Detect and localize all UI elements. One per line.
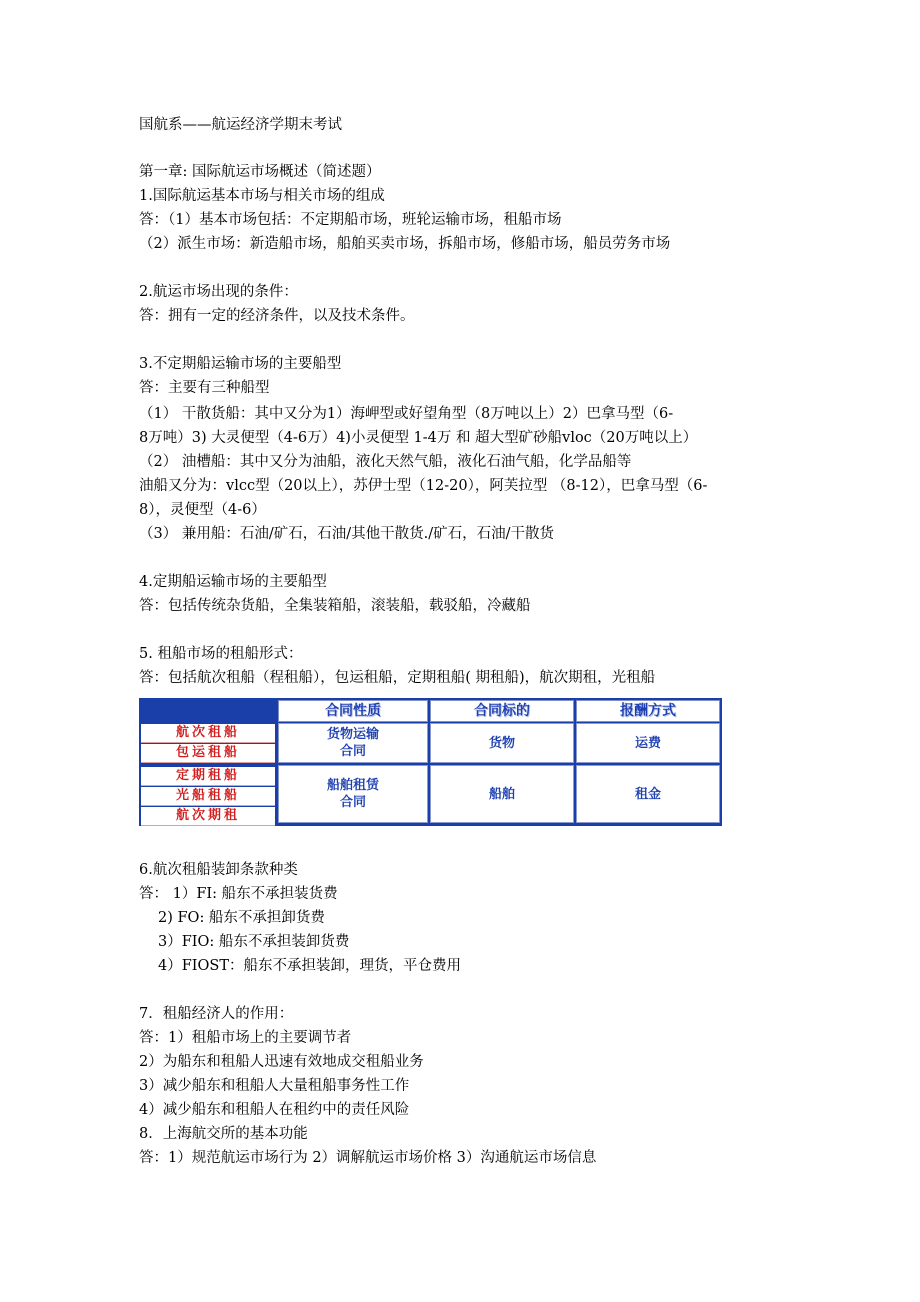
answer-6-item2: 2) FO: 船东不承担卸货费 [158,910,325,926]
table-cell-subject-1: 货物 [430,723,574,763]
question-2: 2.航运市场出现的条件： [139,284,298,300]
cell-text-line: 货物运输 [326,727,379,742]
answer-8: 答：1）规范航运市场行为 2）调解航运市场价格 3）沟通航运市场信息 [139,1150,597,1166]
answer-7-item3: 3）减少船东和租船人大量租船事务性工作 [139,1078,410,1094]
cell-text-line: 船舶租赁 [326,778,379,793]
table-header-subject: 合同标的 [430,700,574,722]
table-row-label: 航次期租 [141,807,275,826]
question-3: 3.不定期船运输市场的主要船型 [139,356,342,372]
table-cell-payment-2: 租金 [576,765,720,823]
table-cell-payment-1: 运费 [576,723,720,763]
answer-3: 答：主要有三种船型 [139,380,270,396]
cell-text-line: 合同 [339,795,366,810]
table-row-label: 光船租船 [141,787,275,806]
answer-6-item4: 4）FIOST：船东不承担装卸，理货，平仓费用 [158,958,462,974]
question-8: 8．上海航交所的基本功能 [139,1126,308,1142]
table-header-nature: 合同性质 [278,700,428,722]
question-7: 7．租船经济人的作用： [139,1006,294,1022]
answer-1b: （2）派生市场：新造船市场，船舶买卖市场，拆船市场，修船市场，船员劳务市场 [139,236,671,252]
answer-3-item1a: （1） 干散货船：其中又分为1）海岬型或好望角型（8万吨以上）2）巴拿马型（6- [139,406,674,422]
answer-6-item1: 答： 1）FI: 船东不承担装货费 [139,886,338,902]
answer-6-item3: 3）FIO: 船东不承担装卸货费 [158,934,350,950]
chapter-heading: 第一章: 国际航运市场概述（简述题） [139,164,381,180]
table-row-label: 定期租船 [141,767,275,786]
answer-2: 答：拥有一定的经济条件，以及技术条件。 [139,308,415,324]
question-5: 5. 租船市场的租船形式： [139,646,303,662]
answer-3-item1b: 8万吨）3) 大灵便型（4-6万）4)小灵便型 1-4万 和 超大型矿砂船vloc（20万吨以上） [139,430,698,446]
answer-7-item2: 2）为船东和租船人迅速有效地成交租船业务 [139,1054,424,1070]
answer-7-item1: 答：1）租船市场上的主要调节者 [139,1030,352,1046]
answer-4: 答：包括传统杂货船，全集装箱船，滚装船，载驳船，冷藏船 [139,598,531,614]
table-cell-subject-2: 船舶 [430,765,574,823]
answer-3-item2a: （2） 油槽船：其中又分为油船，液化天然气船，液化石油气船，化学品船等 [139,454,632,470]
answer-3-item2c: 8），灵便型（4-6） [139,502,266,518]
table-cell-nature-1 [278,723,428,763]
question-1: 1.国际航运基本市场与相关市场的组成 [139,188,385,204]
cell-text-line: 合同 [339,744,366,759]
table-row-label: 包运租船 [141,744,275,763]
answer-3-item3: （3） 兼用船：石油/矿石，石油/其他干散货./矿石，石油/干散货 [139,526,554,542]
charter-comparison-table [139,698,722,826]
table-cell-nature-2 [278,765,428,823]
question-6: 6.航次租船装卸条款种类 [139,862,298,878]
answer-5: 答：包括航次租船（程租船），包运租船，定期租船( 期租船)，航次期租，光租船 [139,670,656,686]
answer-1a: 答：（1）基本市场包括：不定期船市场，班轮运输市场，租船市场 [139,212,562,228]
answer-3-item2b: 油船又分为：vlcc型（20以上），苏伊士型（12-20），阿芙拉型 （8-12），巴拿马型（6- [139,478,708,494]
table-row-label: 航次租船 [141,724,275,743]
doc-title: 国航系——航运经济学期末考试 [139,117,342,133]
table-header-payment: 报酬方式 [576,700,720,722]
answer-7-item4: 4）减少船东和租船人在租约中的责任风险 [139,1102,410,1118]
question-4: 4.定期船运输市场的主要船型 [139,574,327,590]
